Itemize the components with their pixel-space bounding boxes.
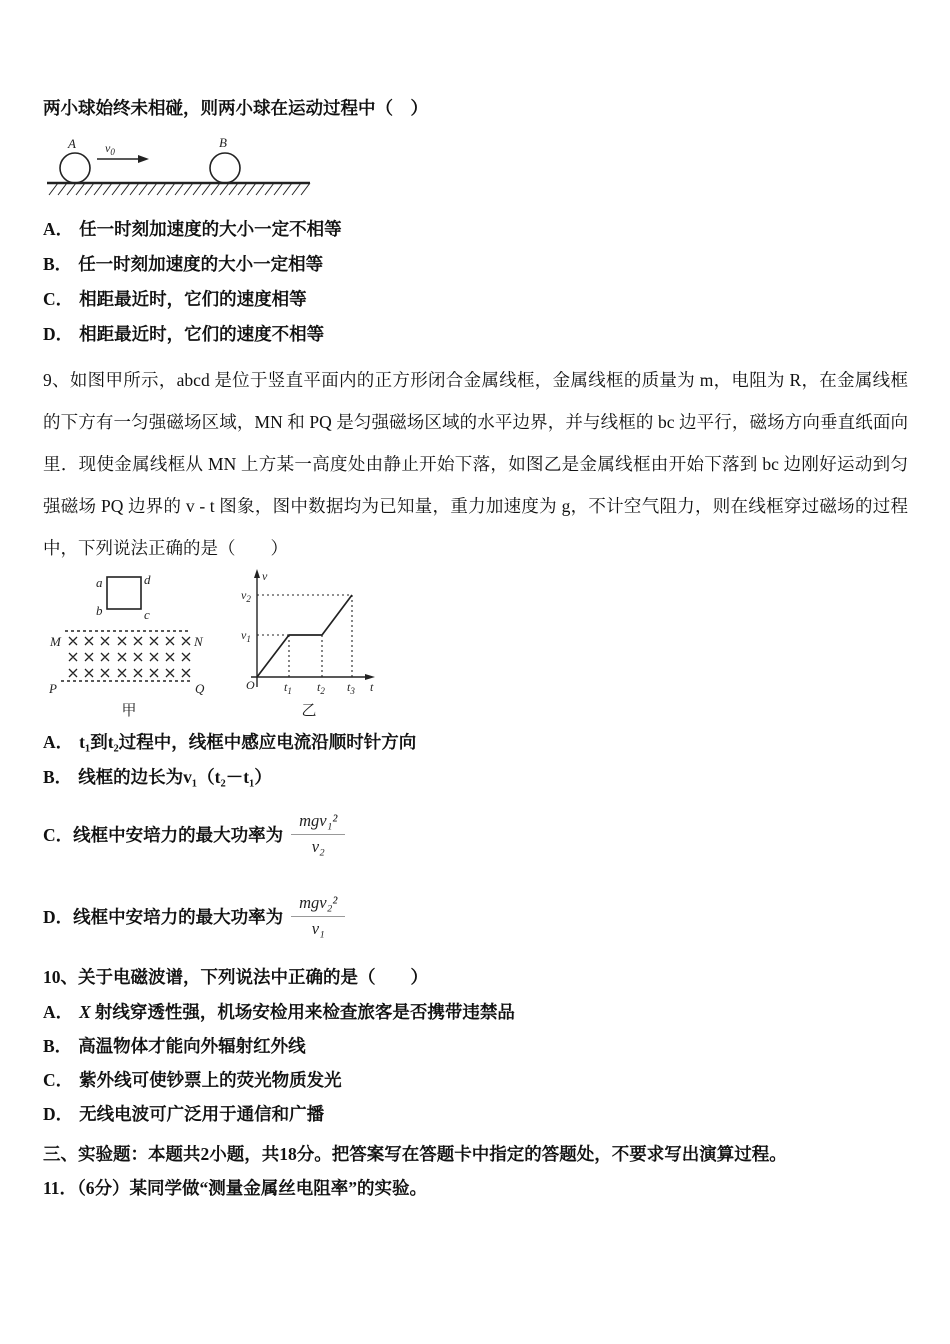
q9-options [43,732,908,948]
label-q: Q [195,681,205,696]
q9-stem: 9、如图甲所示，abcd 是位于竖直平面内的正方形闭合金属线框，金属线框的质量为 m，电阻为 R，在金属线框的下方有一匀强磁场区域，MN 和 PQ 是匀强磁场区域的水平边界，并与线框的 bc 边平行，磁场方向垂直纸面向里．现使金属线框从 MN 上方某一高度处由静止开始下落，如图乙是金属线框由开始下落到 bc 边刚好运动到匀强磁场 PQ 边界的 v - t 图象，图中数据均为已知量，重力加速度为 g，不计空气阻力，则在线框穿过磁场的过程中，下列说法正确的是（ ） [43,370,908,558]
label-n: N [194,634,203,649]
ball-a-label: A [68,136,76,151]
t1-tick-label: $t_1$ [284,680,292,696]
figure-jia-caption: 甲 [121,703,137,719]
option-text: 线框中安培力的最大功率为 [73,824,284,845]
vt-curve [257,595,352,677]
option-text: 线框的边长为v₁（t₂－t₁） [78,767,272,787]
q8-options [43,219,908,345]
ground-hatching [49,183,310,195]
option-label: B． [43,254,73,274]
figure-yi-caption: 乙 [301,703,317,719]
fraction-c [291,812,345,857]
q10-stem: 10、关于电磁波谱，下列说法中正确的是（ ） [43,967,428,987]
option-label: C． [43,289,74,309]
x-axis-label: t [370,680,374,694]
q8-stem: 两小球始终未相碰，则两小球在运动过程中（ ） [43,98,428,118]
q8-option-c [43,289,908,310]
option-text: 无线电波可广泛用于通信和广播 [79,1104,325,1124]
q10-option-b [43,1036,908,1057]
option-text: 线框中安培力的最大功率为 [73,906,284,927]
option-label: C． [43,1070,74,1090]
q9-option-d [43,884,908,948]
q8-option-a [43,219,908,240]
figure-jia [49,569,209,720]
v1-tick-label: $v_1$ [241,628,251,644]
fraction-denominator: v₂ [311,836,325,856]
q10-option-c [43,1070,908,1091]
v2-tick-label: $v_2$ [241,588,251,604]
option-label: D． [43,906,74,927]
corner-c-label: c [144,607,150,622]
fraction-d [291,894,345,939]
fraction-denominator: v₁ [311,918,325,938]
question-8 [43,97,908,345]
q9-figures [49,569,908,720]
q9-option-c [43,802,908,866]
option-label: A． [43,1002,74,1022]
y-axis-arrowhead [254,569,260,578]
option-label: D． [43,1104,74,1124]
option-text: 任一时刻加速度的大小一定相等 [78,254,324,274]
q10-option-a [43,1002,908,1023]
option-label: B． [43,1036,73,1056]
figure-yi [239,569,379,720]
option-text: 相距最近时，它们的速度不相等 [79,324,325,344]
option-text: 射线穿透性强，机场安检用来检查旅客是否携带违禁品 [94,1002,515,1022]
ball-b-label: B [219,135,227,150]
label-p: P [49,681,57,696]
t3-tick-label: $t_3$ [347,680,355,696]
ball-b [210,153,240,183]
question-10 [43,966,908,1125]
option-text: 任一时刻加速度的大小一定不相等 [79,219,342,239]
fraction-numerator: mgv₂² [291,894,345,917]
option-text: 高温物体才能向外辐射红外线 [78,1036,306,1056]
section-3-heading: 三、实验题：本题共2小题，共18分。把答案写在答题卡中指定的答题处，不要求写出演算过程。 [43,1144,787,1164]
label-m: M [50,634,61,649]
wire-loop [107,577,141,609]
question-9 [43,359,908,948]
option-label: A． [43,732,74,752]
corner-a-label: a [96,575,103,590]
option-text: 紫外线可使钞票上的荧光物质发光 [79,1070,342,1090]
q8-option-b [43,254,908,275]
velocity-label: $v_0$ [105,141,115,157]
q11-stem: 11．（6分）某同学做“测量金属丝电阻率”的实验。 [43,1178,428,1198]
corner-d-label: d [144,572,151,587]
guide-dashes [257,595,352,677]
option-text: t₁到t₂过程中，线框中感应电流沿顺时针方向 [79,732,417,752]
y-axis-label: v [262,569,268,583]
t2-tick-label: $t_2$ [317,680,325,696]
option-label: A． [43,219,74,239]
q10-option-d [43,1104,908,1125]
velocity-arrowhead [138,155,149,163]
q8-figure-two-balls [45,135,315,197]
option-text: 相距最近时，它们的速度相等 [79,289,307,309]
ball-a [60,153,90,183]
q9-option-b [43,767,908,788]
corner-b-label: b [96,603,103,618]
q9-figure-vt-graph [239,569,379,697]
option-label: C． [43,824,74,845]
q9-figure-loop-and-field [49,569,209,697]
origin-label: O [246,678,255,692]
q10-options [43,1002,908,1125]
option-label: B． [43,767,73,787]
q9-option-a [43,732,908,753]
option-label: D． [43,324,74,344]
field-crosses [69,637,190,677]
q8-option-d [43,324,908,345]
fraction-numerator: mgv₁² [291,812,345,835]
option-italic-x: X [79,1002,91,1022]
